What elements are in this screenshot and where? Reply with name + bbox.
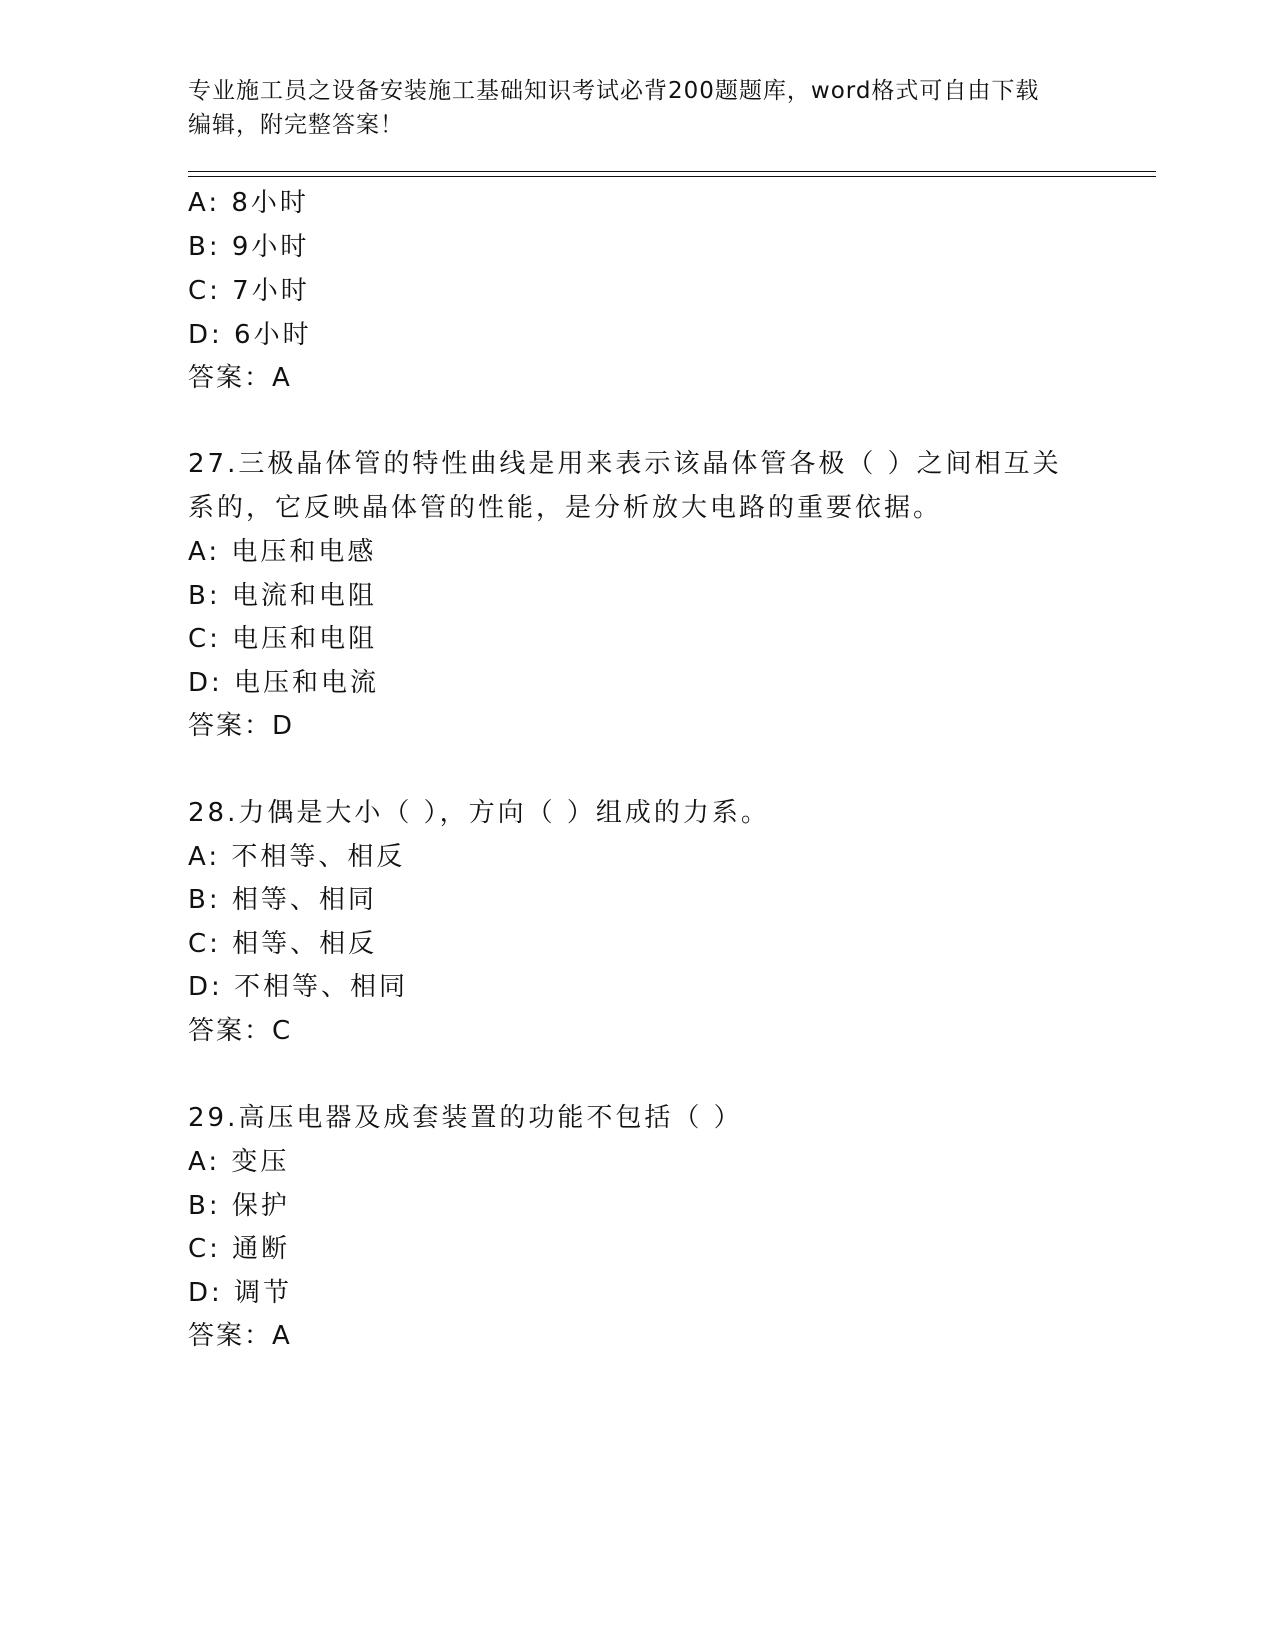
q27-option-b: B: 电流和电阻 [188,581,377,611]
q28-answer: 答案：C [188,1016,293,1046]
q29-option-b: B: 保护 [188,1191,290,1221]
header-divider-top [188,171,1156,172]
title-line-2: 编辑，附完整答案！ [188,112,404,138]
q26-answer: 答案：A [188,363,292,393]
q26-option-c: C: 7小时 [188,276,310,306]
q26-option-d: D: 6小时 [188,320,312,350]
q29-option-c: C: 通断 [188,1234,291,1264]
q27-option-d: D: 电压和电流 [188,668,380,698]
q29-answer: 答案：A [188,1321,292,1351]
q27-stem-line-1: 27.三极晶体管的特性曲线是用来表示该晶体管各极（ ）之间相互关 [188,449,1062,479]
q28-option-d: D: 不相等、相同 [188,972,409,1002]
document-title [188,74,1088,142]
q27-option-a: A: 电压和电感 [188,537,377,567]
q28-stem-line-1: 28.力偶是大小（ ），方向（ ）组成的力系。 [188,798,770,828]
q29-stem-line-1: 29.高压电器及成套装置的功能不包括（ ） [188,1103,743,1133]
q28-option-c: C: 相等、相反 [188,929,378,959]
q28-option-b: B: 相等、相同 [188,885,377,915]
q27-option-c: C: 电压和电阻 [188,624,378,654]
q26-option-a: A: 8小时 [188,188,309,218]
q29-option-d: D: 调节 [188,1278,293,1308]
q27-stem-line-2: 系的，它反映晶体管的性能，是分析放大电路的重要依据。 [188,493,943,523]
header-divider-bottom [188,176,1156,177]
q26-option-b: B: 9小时 [188,232,310,262]
q27-answer: 答案：D [188,711,295,741]
q29-option-a: A: 变压 [188,1147,290,1177]
q28-option-a: A: 不相等、相反 [188,842,406,872]
title-line-1: 专业施工员之设备安装施工基础知识考试必背200题题库，word格式可自由下载 [188,78,1040,104]
